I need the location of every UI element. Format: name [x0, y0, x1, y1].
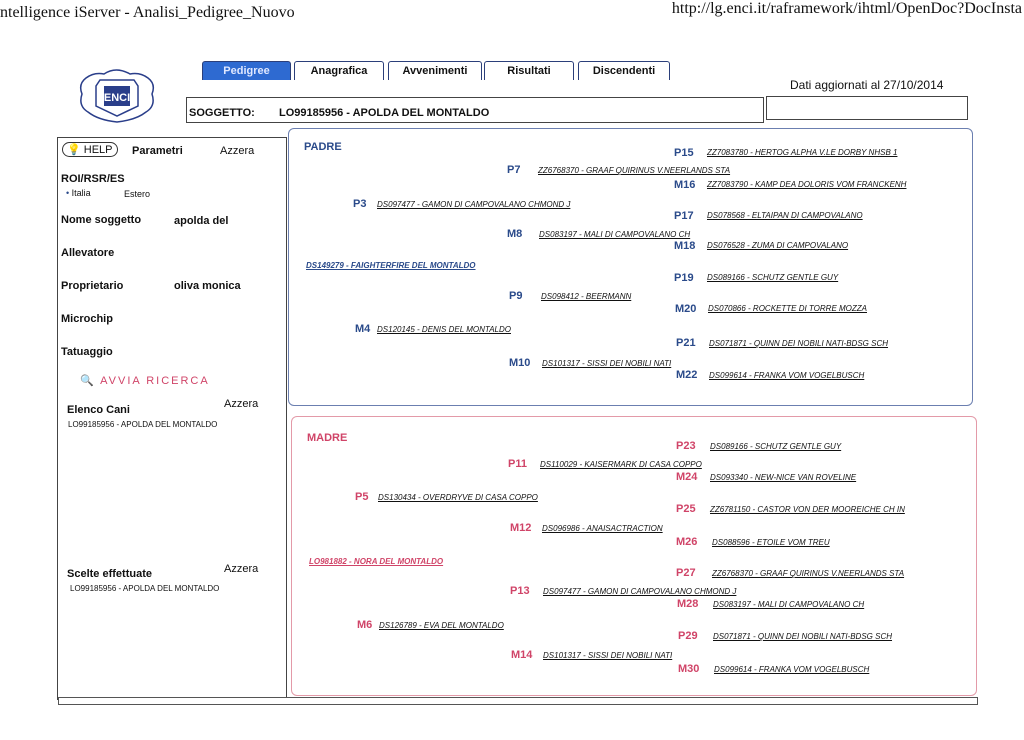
- update-note: Dati aggiornati al 27/10/2014: [790, 78, 944, 92]
- padre-dog-link[interactable]: ZZ7083790 - KAMP DEA DOLORIS VOM FRANCKENH: [707, 180, 907, 189]
- madre-code: P13: [510, 585, 530, 597]
- allevatore-label: Allevatore: [61, 247, 115, 259]
- padre-code: M4: [355, 323, 371, 335]
- italia-radio[interactable]: [66, 188, 91, 198]
- padre-code: M18: [674, 240, 696, 252]
- padre-code: P7: [507, 164, 521, 176]
- roi-label: ROI/RSR/ES: [61, 173, 125, 185]
- madre-dog-link[interactable]: DS097477 - GAMON DI CAMPOVALANO CHMOND J: [543, 587, 737, 596]
- madre-dog-link[interactable]: DS083197 - MALI DI CAMPOVALANO CH: [713, 600, 865, 609]
- subject-value: LO99185956 - APOLDA DEL MONTALDO: [279, 107, 490, 119]
- madre-code: M26: [676, 536, 698, 548]
- padre-dog-link[interactable]: DS070866 - ROCKETTE DI TORRE MOZZA: [708, 304, 867, 313]
- madre-code: M24: [676, 471, 698, 483]
- enci-logo: [76, 66, 158, 124]
- madre-dog-link[interactable]: ZZ6781150 - CASTOR VON DER MOOREICHE CH IN: [710, 505, 905, 514]
- estero-radio[interactable]: Estero: [124, 189, 151, 199]
- madre-title: MADRE: [307, 432, 348, 444]
- padre-dog-link[interactable]: DS099614 - FRANKA VOM VOGELBUSCH: [709, 371, 865, 380]
- padre-code: M20: [675, 303, 697, 315]
- padre-code: P3: [353, 198, 367, 210]
- padre-dog-link[interactable]: DS076528 - ZUMA DI CAMPOVALANO: [707, 241, 849, 250]
- elenco-list-item[interactable]: LO99185956 - APOLDA DEL MONTALDO: [68, 420, 218, 429]
- madre-dog-link[interactable]: DS101317 - SISSI DEI NOBILI NATI: [543, 651, 673, 660]
- proprietario-field[interactable]: oliva monica: [174, 280, 241, 292]
- padre-code: M16: [674, 179, 696, 191]
- padre-code: M8: [507, 228, 523, 240]
- tab-risultati[interactable]: Risultati: [484, 61, 574, 80]
- madre-dog-link[interactable]: DS126789 - EVA DEL MONTALDO: [379, 621, 504, 630]
- svg-text:ENCI: ENCI: [103, 92, 131, 104]
- padre-dog-link[interactable]: DS083197 - MALI DI CAMPOVALANO CH: [539, 230, 691, 239]
- padre-code: P15: [674, 147, 694, 159]
- madre-panel: [291, 416, 977, 696]
- madre-code: P23: [676, 440, 696, 452]
- madre-code: P29: [678, 630, 698, 642]
- padre-dog-link[interactable]: DS071871 - QUINN DEI NOBILI NATI-BDSG SCH: [709, 339, 889, 348]
- padre-panel: [288, 128, 973, 406]
- avvia-ricerca-button[interactable]: [80, 374, 210, 387]
- radio-selected-icon: •: [66, 188, 70, 198]
- madre-dog-link[interactable]: ZZ6768370 - GRAAF QUIRINUS V.NEERLANDS STA: [712, 569, 905, 578]
- padre-dog-link[interactable]: DS089166 - SCHUTZ GENTLE GUY: [707, 273, 839, 282]
- tab-discendenti[interactable]: Discendenti: [578, 61, 670, 80]
- madre-dog-link[interactable]: DS130434 - OVERDRYVE DI CASA COPPO: [378, 493, 538, 502]
- elenco-azzera-link[interactable]: Azzera: [224, 398, 259, 410]
- tab-avvenimenti[interactable]: Avvenimenti: [388, 61, 482, 80]
- madre-dog-link[interactable]: DS096986 - ANAISACTRACTION: [542, 524, 663, 533]
- padre-code: P9: [509, 290, 523, 302]
- madre-code: P25: [676, 503, 696, 515]
- madre-dog-link[interactable]: DS093340 - NEW-NICE VAN ROVELINE: [710, 473, 857, 482]
- padre-root-dog[interactable]: DS149279 - FAIGHTERFIRE DEL MONTALDO: [306, 261, 476, 270]
- madre-code: M12: [510, 522, 532, 534]
- padre-dog-link[interactable]: DS120145 - DENIS DEL MONTALDO: [377, 325, 511, 334]
- scelte-azzera-link[interactable]: Azzera: [224, 563, 259, 575]
- madre-code: M6: [357, 619, 373, 631]
- help-label: HELP: [83, 144, 113, 156]
- padre-dog-link[interactable]: DS098412 - BEERMANN: [541, 292, 632, 301]
- madre-dog-link[interactable]: DS089166 - SCHUTZ GENTLE GUY: [710, 442, 842, 451]
- padre-code: P17: [674, 210, 694, 222]
- padre-dog-link[interactable]: ZZ6768370 - GRAAF QUIRINUS V.NEERLANDS STA: [538, 166, 731, 175]
- padre-code: M10: [509, 357, 531, 369]
- padre-code: P21: [676, 337, 696, 349]
- nome-soggetto-field[interactable]: apolda del: [174, 215, 229, 227]
- nome-soggetto-label: Nome soggetto: [61, 214, 142, 226]
- elenco-cani-label: Elenco Cani: [67, 404, 130, 416]
- madre-code: P5: [355, 491, 369, 503]
- madre-dog-link[interactable]: DS099614 - FRANKA VOM VOGELBUSCH: [714, 665, 870, 674]
- window-url: http://lg.enci.it/raframework/ihtml/OpenDoc?DocInsta: [671, 0, 1022, 17]
- parametri-azzera-link[interactable]: Azzera: [220, 145, 255, 157]
- padre-dog-link[interactable]: DS101317 - SISSI DEI NOBILI NATI: [542, 359, 672, 368]
- lightbulb-icon: 💡: [67, 144, 81, 156]
- search-icon: 🔍: [80, 375, 96, 387]
- madre-code: P27: [676, 567, 696, 579]
- padre-dog-link[interactable]: DS097477 - GAMON DI CAMPOVALANO CHMOND J: [377, 200, 571, 209]
- search-sidebar: [57, 137, 287, 700]
- padre-code: P19: [674, 272, 694, 284]
- padre-dog-link[interactable]: DS078568 - ELTAIPAN DI CAMPOVALANO: [707, 211, 863, 220]
- proprietario-label: Proprietario: [61, 280, 124, 292]
- scelte-list-item[interactable]: LO99185956 - APOLDA DEL MONTALDO: [70, 584, 220, 593]
- madre-dog-link[interactable]: DS110029 - KAISERMARK DI CASA COPPO: [540, 460, 702, 469]
- madre-dog-link[interactable]: DS088596 - ETOILE VOM TREU: [712, 538, 830, 547]
- window-title: ntelligence iServer - Analisi_Pedigree_Nuovo: [0, 4, 295, 21]
- madre-code: P11: [508, 458, 527, 470]
- madre-code: M30: [678, 663, 700, 675]
- scelte-label: Scelte effettuate: [67, 568, 152, 580]
- madre-code: M28: [677, 598, 699, 610]
- microchip-label: Microchip: [61, 313, 113, 325]
- madre-code: M14: [511, 649, 533, 661]
- help-button[interactable]: [62, 142, 118, 157]
- bottom-bar: [58, 697, 978, 705]
- parametri-label: Parametri: [132, 145, 183, 157]
- madre-root-dog[interactable]: LO981882 - NORA DEL MONTALDO: [309, 557, 444, 566]
- padre-code: M22: [676, 369, 698, 381]
- padre-title: PADRE: [304, 141, 342, 153]
- madre-dog-link[interactable]: DS071871 - QUINN DEI NOBILI NATI-BDSG SCH: [713, 632, 893, 641]
- padre-dog-link[interactable]: ZZ7083780 - HERTOG ALPHA V.LE DORBY NHSB 1: [707, 148, 898, 157]
- italia-label: Italia: [71, 188, 91, 198]
- tab-pedigree[interactable]: Pedigree: [202, 61, 291, 80]
- subject-label: SOGGETTO:: [189, 107, 255, 119]
- subject-bar: [186, 97, 764, 123]
- avvia-ricerca-label: AVVIA RICERCA: [100, 375, 210, 387]
- subject-extra-box: [766, 96, 968, 120]
- tab-anagrafica[interactable]: Anagrafica: [294, 61, 384, 80]
- tatuaggio-label: Tatuaggio: [61, 346, 113, 358]
